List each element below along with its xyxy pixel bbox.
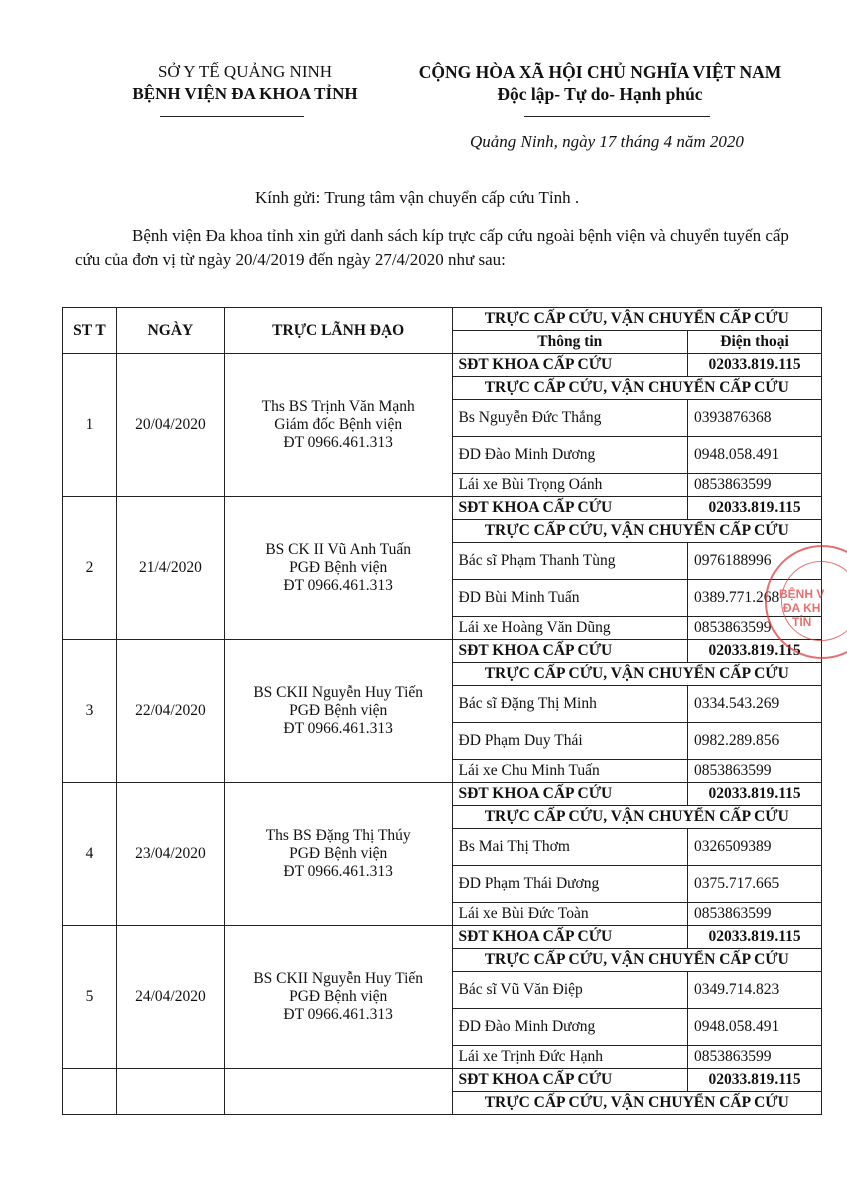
dept-phone: 02033.819.115: [688, 497, 822, 520]
leader-phone: ĐT 0966.461.313: [283, 720, 393, 737]
date-line: Quảng Ninh, ngày 17 tháng 4 năm 2020: [470, 132, 744, 151]
cell-stt: 3: [63, 640, 117, 783]
staff-phone: 0334.543.269: [688, 686, 822, 723]
staff-name: Lái xe Bùi Đức Toàn: [452, 903, 688, 926]
dept-phone: 02033.819.115: [688, 354, 822, 377]
header-group: TRỰC CẤP CỨU, VẬN CHUYỂN CẤP CỨU: [452, 308, 821, 331]
org-header: [95, 61, 395, 105]
nation-underline: [524, 116, 710, 117]
cell-date: [116, 1069, 224, 1115]
table-row: [63, 497, 822, 520]
duty-table-body: [63, 308, 822, 1115]
nation-line-1: CỘNG HÒA XÃ HỘI CHỦ NGHĨA VIỆT NAM: [418, 62, 782, 82]
leader-role: Giám đốc Bệnh viện: [274, 416, 403, 433]
section-label: TRỰC CẤP CỨU, VẬN CHUYỂN CẤP CỨU: [452, 377, 821, 400]
leader-name: BS CKII Nguyễn Huy Tiến: [253, 970, 424, 987]
intro-paragraph: Bệnh viện Đa khoa tỉnh xin gửi danh sách kíp trực cấp cứu ngoài bệnh viện và chuyển tuyến cấp cứu của đơn vị từ ngày 20/4/2019 đến ngày 27/4/2020 như sau:: [75, 226, 789, 269]
cell-date: 24/04/2020: [116, 926, 224, 1069]
leader-role: PGĐ Bệnh viện: [289, 702, 388, 719]
staff-phone: 0349.714.823: [688, 972, 822, 1009]
cell-stt: 2: [63, 497, 117, 640]
staff-name: Bác sĩ Phạm Thanh Tùng: [452, 543, 688, 580]
cell-leader: [224, 354, 452, 497]
staff-name: ĐD Phạm Duy Thái: [452, 723, 688, 760]
dept-label: SĐT KHOA CẤP CỨU: [452, 354, 688, 377]
cell-date: 23/04/2020: [116, 783, 224, 926]
staff-name: Lái xe Trịnh Đức Hạnh: [452, 1046, 688, 1069]
cell-leader: [224, 783, 452, 926]
hospital-seal: BỆNH V ĐA KH TỈN: [765, 545, 847, 659]
staff-name: Bác sĩ Vũ Văn Điệp: [452, 972, 688, 1009]
leader-phone: ĐT 0966.461.313: [283, 863, 393, 880]
salutation: Kính gửi: Trung tâm vận chuyển cấp cứu Tỉnh .: [255, 188, 580, 207]
table-row: [63, 783, 822, 806]
staff-phone: 0375.717.665: [688, 866, 822, 903]
leader-name: BS CK II Vũ Anh Tuấn: [265, 541, 412, 558]
staff-phone: 0326509389: [688, 829, 822, 866]
org-line-2: BỆNH VIỆN ĐA KHOA TỈNH: [132, 84, 358, 103]
cell-leader: [224, 497, 452, 640]
staff-phone: 0853863599: [688, 617, 822, 640]
dept-label: SĐT KHOA CẤP CỨU: [452, 640, 688, 663]
cell-date: 20/04/2020: [116, 354, 224, 497]
cell-leader: [224, 640, 452, 783]
leader-phone: ĐT 0966.461.313: [283, 1006, 393, 1023]
staff-name: ĐD Đào Minh Dương: [452, 437, 688, 474]
section-label: TRỰC CẤP CỨU, VẬN CHUYỂN CẤP CỨU: [452, 520, 821, 543]
dept-phone: 02033.819.115: [688, 640, 822, 663]
section-label: TRỰC CẤP CỨU, VẬN CHUYỂN CẤP CỨU: [452, 1092, 821, 1115]
staff-name: ĐD Phạm Thái Dương: [452, 866, 688, 903]
dept-phone: 02033.819.115: [688, 783, 822, 806]
header-leader: TRỰC LÃNH ĐẠO: [224, 308, 452, 354]
leader-role: PGĐ Bệnh viện: [289, 845, 388, 862]
dept-phone: 02033.819.115: [688, 1069, 822, 1092]
org-underline: [160, 116, 304, 117]
nation-line-2: Độc lập- Tự do- Hạnh phúc: [497, 84, 703, 104]
leader-role: PGĐ Bệnh viện: [289, 988, 388, 1005]
table-row: [63, 354, 822, 377]
leader-phone: ĐT 0966.461.313: [283, 577, 393, 594]
staff-name: Lái xe Bùi Trọng Oánh: [452, 474, 688, 497]
staff-phone: 0982.289.856: [688, 723, 822, 760]
staff-name: ĐD Bùi Minh Tuấn: [452, 580, 688, 617]
cell-stt: 5: [63, 926, 117, 1069]
dept-label: SĐT KHOA CẤP CỨU: [452, 497, 688, 520]
staff-name: Bác sĩ Đặng Thị Minh: [452, 686, 688, 723]
table-row: [63, 1069, 822, 1092]
section-label: TRỰC CẤP CỨU, VẬN CHUYỂN CẤP CỨU: [452, 806, 821, 829]
cell-stt: 4: [63, 783, 117, 926]
dept-label: SĐT KHOA CẤP CỨU: [452, 783, 688, 806]
staff-name: Bs Mai Thị Thơm: [452, 829, 688, 866]
staff-phone: 0393876368: [688, 400, 822, 437]
org-line-1: SỞ Y TẾ QUẢNG NINH: [157, 62, 333, 81]
staff-name: Bs Nguyễn Đức Thắng: [452, 400, 688, 437]
leader-phone: ĐT 0966.461.313: [283, 434, 393, 451]
table-header-row: [63, 308, 822, 331]
header-stt: ST T: [63, 308, 117, 354]
cell-date: 22/04/2020: [116, 640, 224, 783]
staff-phone: 0976188996: [688, 543, 822, 580]
leader-name: Ths BS Đặng Thị Thúy: [265, 827, 411, 844]
staff-phone: 0853863599: [688, 760, 822, 783]
cell-leader: [224, 926, 452, 1069]
leader-name: Ths BS Trịnh Văn Mạnh: [261, 398, 415, 415]
staff-name: Lái xe Chu Minh Tuấn: [452, 760, 688, 783]
dept-label: SĐT KHOA CẤP CỨU: [452, 926, 688, 949]
dept-label: SĐT KHOA CẤP CỨU: [452, 1069, 688, 1092]
cell-leader: [224, 1069, 452, 1115]
staff-phone: 0389.771.268: [688, 580, 822, 617]
duty-table: [62, 307, 822, 1115]
staff-name: Lái xe Hoàng Văn Dũng: [452, 617, 688, 640]
staff-phone: 0948.058.491: [688, 437, 822, 474]
leader-name: BS CKII Nguyễn Huy Tiến: [253, 684, 424, 701]
cell-stt: [63, 1069, 117, 1115]
staff-phone: 0853863599: [688, 903, 822, 926]
cell-date: 21/4/2020: [116, 497, 224, 640]
table-row: [63, 640, 822, 663]
staff-phone: 0948.058.491: [688, 1009, 822, 1046]
header-phone: Điện thoại: [688, 331, 822, 354]
staff-phone: 0853863599: [688, 1046, 822, 1069]
header-date: NGÀY: [116, 308, 224, 354]
leader-role: PGĐ Bệnh viện: [289, 559, 388, 576]
staff-name: ĐD Đào Minh Dương: [452, 1009, 688, 1046]
staff-phone: 0853863599: [688, 474, 822, 497]
nation-header: [400, 61, 800, 105]
section-label: TRỰC CẤP CỨU, VẬN CHUYỂN CẤP CỨU: [452, 663, 821, 686]
dept-phone: 02033.819.115: [688, 926, 822, 949]
section-label: TRỰC CẤP CỨU, VẬN CHUYỂN CẤP CỨU: [452, 949, 821, 972]
table-row: [63, 926, 822, 949]
cell-stt: 1: [63, 354, 117, 497]
header-info: Thông tin: [452, 331, 688, 354]
